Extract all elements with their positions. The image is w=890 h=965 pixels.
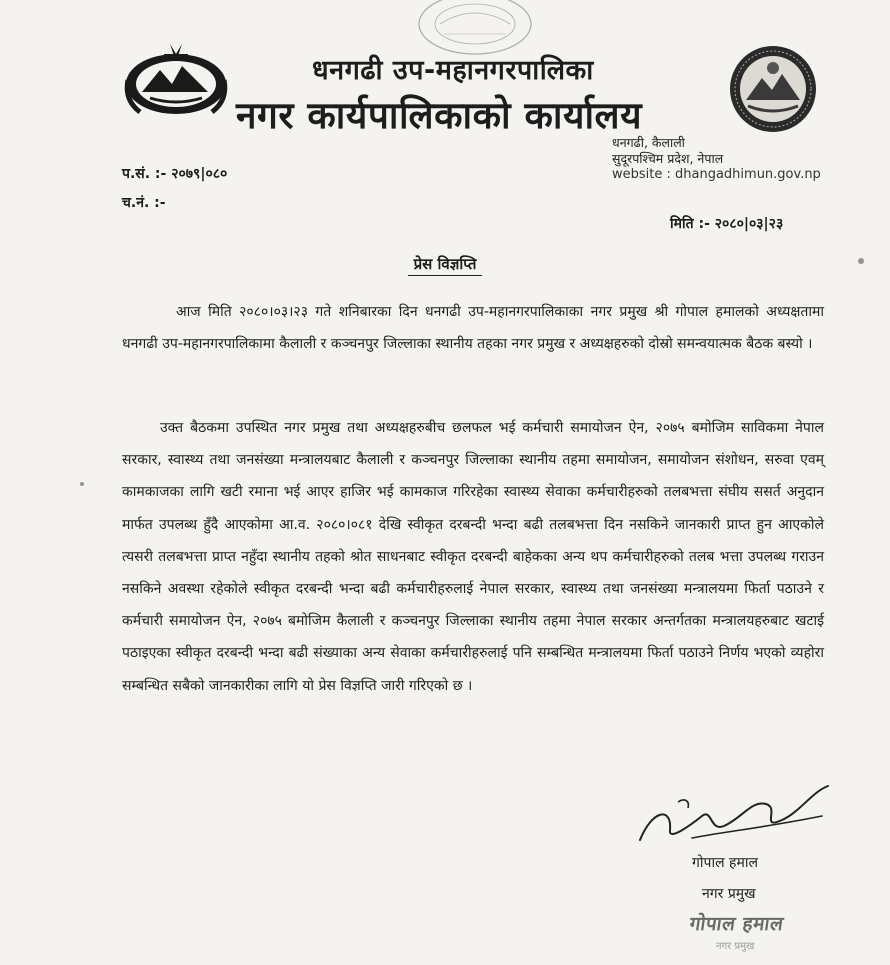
scan-speck [858, 258, 864, 264]
paragraph-1: आज मिति २०८०।०३।२३ गते शनिबारका दिन धनगढी उप-महानगरपालिकाका नगर प्रमुख श्री गोपाल हमालको अध्यक्षतामा धनगढी उप-महानगरपालिकामा कैलाली र कञ्चनपुर जिल्लाका स्थानीय तहका नगर प्रमुख र अध्यक्षहरुको दोस्रो समन्वयात्मक बैठक बस्यो । [122, 304, 824, 353]
letter-date: मिति :- २०८०|०३|२३ [670, 216, 784, 232]
scan-speck [80, 482, 84, 486]
address-block [612, 135, 821, 183]
municipality-logo-icon [728, 44, 818, 134]
signatory-title: नगर प्रमुख [702, 886, 756, 902]
name-stamp: गोपाल हमाल [688, 913, 785, 935]
signatory-name: गोपाल हमाल [692, 855, 758, 871]
website-link[interactable]: website : dhangadhimun.gov.np [612, 167, 821, 182]
office-name: नगर कार्यपालिकाको कार्यालय [236, 94, 643, 137]
document-title [0, 254, 890, 274]
letter-number: प.सं. :- २०७९|०८० [122, 166, 228, 182]
paragraph-2: उक्त बैठकमा उपस्थित नगर प्रमुख तथा अध्यक्षहरुबीच छलफल भई कर्मचारी समायोजन ऐन, २०७५ बमोजिम साविकमा नेपाल सरकार, स्वास्थ्य तथा जनसंख्या मन्त्रालयबाट कैलाली र कञ्चनपुर जिल्लाका स्थानीय तहमा समायोजन, समायोजन संशोधन, सरुवा एवम् कामकाजका लागि खटी रमाना भई आएर हाजिर भई कामकाज गरिरहेका स्वास्थ्य सेवाका कर्मचारीहरुको तलबभत्ता संघीय ससर्त अनुदान मार्फत उपलब्ध हुँदै आएकोमा आ.व. २०८०।०८१ देखि स्वीकृत दरबन्दी भन्दा बढी तलबभत्ता दिन नसकिने जानकारी प्राप्त हुन आएकोले त्यसरी तलबभत्ता प्राप्त नहुँदा स्थानीय तहको श्रोत साधनबाट स्वीकृत दरबन्दी बाहेकका अन्य थप कर्मचारीहरुको तलब भत्ता उपलब्ध गराउन नसकिने अवस्था रहेकोले स्वीकृत दरबन्दी भन्दा बढी कर्मचारीहरुलाई नेपाल सरकार, स्वास्थ्य तथा जनसंख्या मन्त्रालयमा फिर्ता पठाउने र कर्मचारी समायोजन ऐन, २०७५ बमोजिम कैलाली र कञ्चनपुर जिल्लाका स्थानीय तहमा नेपाल सरकार अन्तर्गतका मन्त्रालयहरुबाट खटाई पठाइएका स्वीकृत दरबन्दी भन्दा बढी संख्याका अन्य सेवाका कर्मचारीहरुलाई पनि सम्बन्धित मन्त्रालयमा फिर्ता पठाउने निर्णय भएको व्यहोरा सम्बन्धित सबैको जानकारीका लागि यो प्रेस विज्ञप्ति जारी गरिएको छ । [122, 420, 824, 694]
nepal-government-emblem-icon [120, 40, 232, 120]
signature-icon [632, 780, 832, 852]
dispatch-number: च.नं. :- [122, 195, 166, 211]
address-line-2: सुदूरपश्चिम प्रदेश, नेपाल [612, 151, 724, 166]
address-line-1: धनगढी, कैलाली [612, 135, 685, 150]
municipality-name: धनगढी उप-महानगरपालिका [312, 55, 594, 86]
document-title-text: प्रेस विज्ञप्ति [408, 255, 483, 276]
name-stamp-subtitle: नगर प्रमुख [716, 941, 755, 952]
